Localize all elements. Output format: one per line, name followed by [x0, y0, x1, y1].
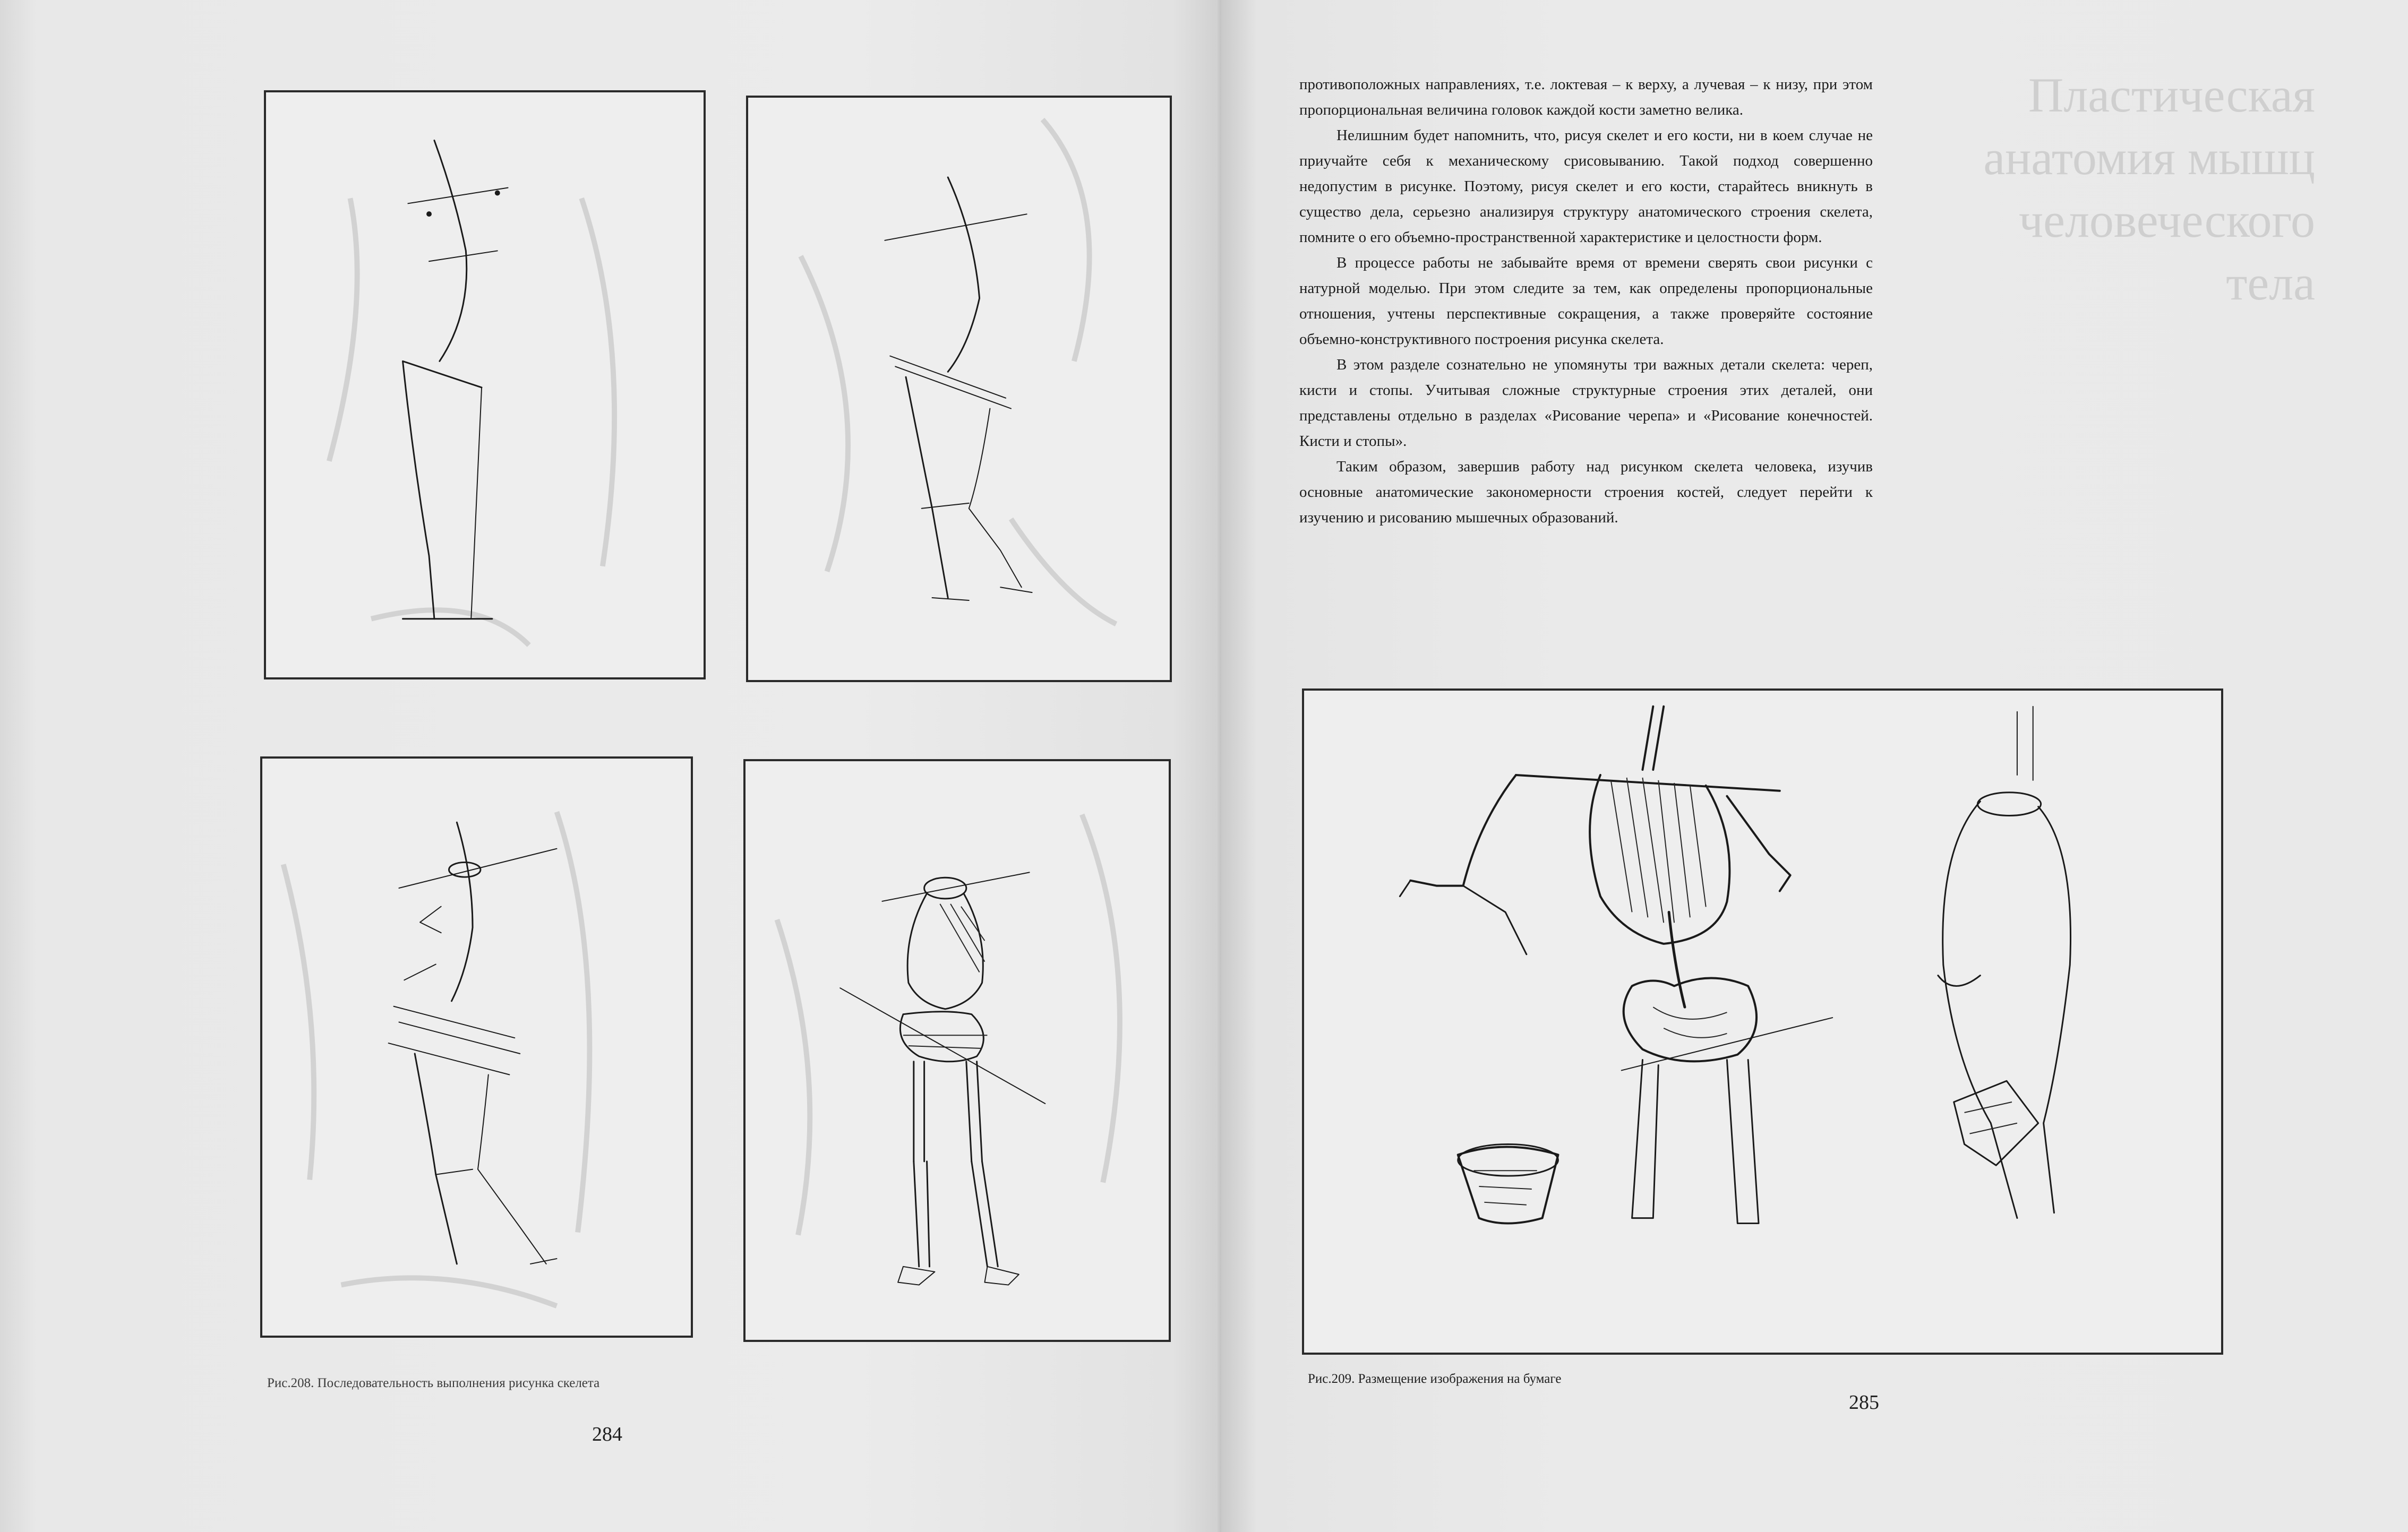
right-page-number: 285	[1849, 1391, 1879, 1414]
skeleton-stage-4-sketch	[745, 761, 1169, 1340]
paper-placement-figure	[1302, 688, 2223, 1355]
skeleton-stage-3-sketch	[262, 759, 691, 1336]
skeleton-stage-2-sketch	[748, 98, 1170, 680]
paragraph-5: Таким образом, завершив работу над рисунком скелета человека, изучив основные анатомические закономерности строения костей, следует перейти к изучению и рисованию мышечных образований.	[1299, 458, 1873, 526]
paragraph-2: Нелишним будет напомнить, что, рисуя скелет и его кости, ни в коем случае не приучайте себя к механическому срисовыванию. Такой подход совершенно недопустим в рисунке. Поэтому, рисуя скелет и его кости, старайтесь вникнуть в существо дела, серьезно анализируя структуру анатомического строения скелета, помните о его объемно-пространственной характеристике и целостности форм.	[1299, 127, 1873, 246]
paragraph-4: В этом разделе сознательно не упомянуты три важных детали скелета: череп, кисти и стопы. Учитывая сложные структурные строения этих деталей, они представлены отдельно в разделах «Рисование черепа» и «Рисование конечностей. Кисти и стопы».	[1299, 356, 1873, 450]
paper-placement-sketch	[1304, 691, 2221, 1353]
skeleton-stage-1-figure	[264, 90, 706, 679]
skeleton-stage-2-figure	[746, 96, 1172, 682]
bleed-through-section-title: Пластическая анатомия мышц человеческого тела	[1983, 68, 2315, 310]
paragraph-1: противоположных направлениях, т.е. локтевая – к верху, а лучевая – к низу, при этом пропорциональная величина головок каждой кости заметно велика.	[1299, 76, 1873, 118]
right-figure-caption: Рис.209. Размещение изображения на бумаге	[1308, 1372, 1562, 1386]
paragraph-3: В процессе работы не забывайте время от времени сверять свои рисунки с натурной моделью. При этом следите за тем, как определены пропорциональные отношения, учтены перспективные сокращения, а также проверяйте состояние объемно-конструктивного построения рисунка скелета.	[1299, 254, 1873, 348]
skeleton-stage-3-figure	[260, 756, 693, 1338]
skeleton-stage-1-sketch	[266, 92, 704, 677]
left-figure-caption: Рис.208. Последовательность выполнения рисунка скелета	[267, 1376, 600, 1390]
body-text	[1299, 72, 1873, 530]
skeleton-stage-4-figure	[743, 759, 1171, 1342]
left-page-number: 284	[592, 1423, 622, 1445]
